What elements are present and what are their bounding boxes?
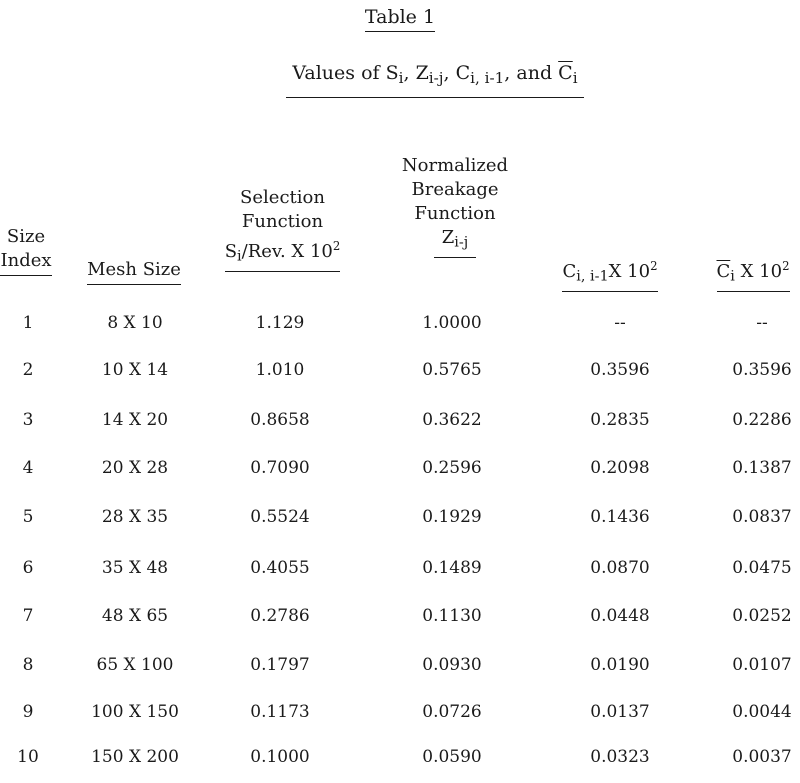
table-cell-selection-function: 0.1000 [250, 747, 310, 767]
table-cell-size-index: 3 [22, 410, 34, 430]
table-cell-c-i-i-1: 0.0870 [590, 558, 650, 578]
table-cell-mesh-size: 10 X 14 [101, 360, 169, 380]
table-cell-size-index: 2 [22, 360, 34, 380]
table-title [0, 6, 800, 32]
table-cell-c-bar-i: 0.0044 [732, 702, 792, 722]
table-cell-breakage-function: 0.0590 [422, 747, 482, 767]
table-cell-breakage-function: 1.0000 [422, 313, 482, 333]
table-cell-selection-function: 0.5524 [250, 507, 310, 527]
table-cell-c-i-i-1: 0.2098 [590, 458, 650, 478]
table-cell-size-index: 5 [22, 507, 34, 527]
table-cell-selection-function: 0.7090 [250, 458, 310, 478]
table-cell-c-bar-i: 0.1387 [732, 458, 792, 478]
table-cell-breakage-function: 0.1130 [422, 606, 482, 626]
table-cell-mesh-size: 100 X 150 [91, 702, 179, 722]
table-cell-c-bar-i: 0.0107 [732, 655, 792, 675]
table-cell-mesh-size: 35 X 48 [101, 558, 169, 578]
table-cell-mesh-size: 28 X 35 [101, 507, 169, 527]
table-cell-c-bar-i: 0.3596 [732, 360, 792, 380]
table-cell-c-i-i-1: 0.3596 [590, 360, 650, 380]
table-cell-mesh-size: 150 X 200 [91, 747, 179, 767]
header-c-bar-i: $\overline{C}_i$ X $10^2$ [706, 254, 800, 292]
table-cell-selection-function: 0.4055 [250, 558, 310, 578]
table-cell-size-index: 8 [22, 655, 34, 675]
header-c-i-i-1: $C_{i, i-1}X$ $10^2$ [545, 254, 675, 292]
table-cell-breakage-function: 0.5765 [422, 360, 482, 380]
table-cell-mesh-size: 8 X 10 [107, 313, 163, 333]
table-caption-text: Values of $S_i$, $Z_{i-j}$, $C_{i, i-1}$, and $\overline{C}_i$ [286, 62, 583, 98]
table-cell-c-i-i-1: 0.2835 [590, 410, 650, 430]
table-cell-selection-function: 1.010 [255, 360, 305, 380]
table-cell-breakage-function: 0.2596 [422, 458, 482, 478]
table-cell-c-bar-i: 0.0837 [732, 507, 792, 527]
table-title-text: Table 1 [365, 6, 435, 32]
table-cell-breakage-function: 0.0930 [422, 655, 482, 675]
table-cell-c-i-i-1: 0.1436 [590, 507, 650, 527]
table-caption [0, 62, 800, 98]
table-cell-size-index: 9 [22, 702, 34, 722]
table-cell-c-i-i-1: -- [614, 313, 626, 333]
table-cell-mesh-size: 48 X 65 [101, 606, 169, 626]
table-cell-c-i-i-1: 0.0323 [590, 747, 650, 767]
header-size-index: Size Index [0, 225, 52, 276]
table-cell-selection-function: 0.8658 [250, 410, 310, 430]
table-cell-c-i-i-1: 0.0448 [590, 606, 650, 626]
table-cell-selection-function: 0.2786 [250, 606, 310, 626]
table-cell-c-bar-i: -- [756, 313, 768, 333]
table-cell-c-i-i-1: 0.0190 [590, 655, 650, 675]
table-cell-c-bar-i: 0.0037 [732, 747, 792, 767]
table-cell-breakage-function: 0.3622 [422, 410, 482, 430]
table-cell-c-bar-i: 0.0252 [732, 606, 792, 626]
table-cell-size-index: 6 [22, 558, 34, 578]
table-cell-mesh-size: 20 X 28 [101, 458, 169, 478]
header-mesh-size: Mesh Size [82, 258, 186, 285]
table-cell-selection-function: 0.1797 [250, 655, 310, 675]
table-cell-selection-function: 0.1173 [250, 702, 310, 722]
table-cell-c-bar-i: 0.0475 [732, 558, 792, 578]
table-cell-c-bar-i: 0.2286 [732, 410, 792, 430]
table-cell-breakage-function: 0.0726 [422, 702, 482, 722]
table-cell-mesh-size: 14 X 20 [101, 410, 169, 430]
table-cell-mesh-size: 65 X 100 [96, 655, 174, 675]
table-cell-c-i-i-1: 0.0137 [590, 702, 650, 722]
table-cell-size-index: 1 [22, 313, 34, 333]
table-cell-size-index: 10 [17, 747, 39, 767]
header-breakage-function: Normalized Breakage Function $Z_{i-j}$ [385, 154, 525, 258]
table-cell-breakage-function: 0.1929 [422, 507, 482, 527]
table-cell-size-index: 4 [22, 458, 34, 478]
table-cell-size-index: 7 [22, 606, 34, 626]
table-cell-selection-function: 1.129 [255, 313, 305, 333]
header-selection-function: Selection Function $S_i$/Rev. X $10^2$ [205, 186, 360, 272]
table-cell-breakage-function: 0.1489 [422, 558, 482, 578]
